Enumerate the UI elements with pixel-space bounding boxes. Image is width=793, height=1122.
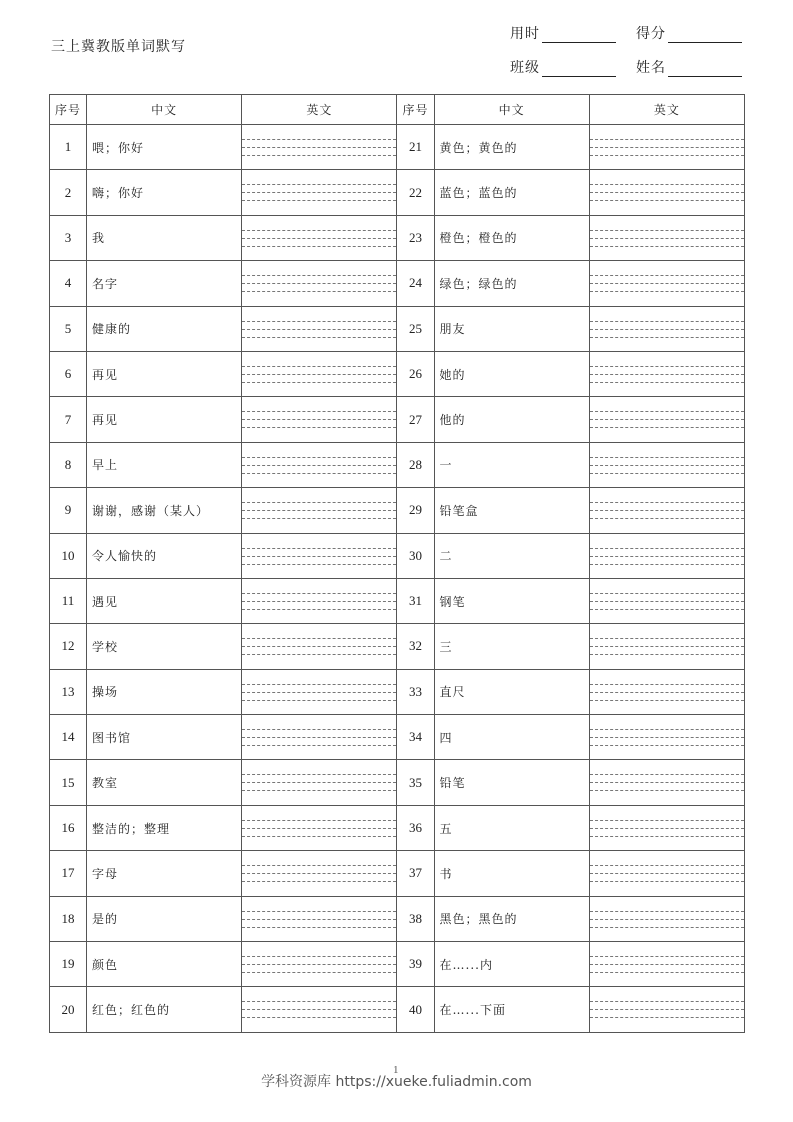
english-answer-blank[interactable] <box>589 488 744 533</box>
item-number: 35 <box>397 760 434 805</box>
writing-guide-line <box>242 684 396 685</box>
writing-guide-line <box>590 329 744 330</box>
table-row <box>50 170 745 215</box>
chinese-word: 我 <box>87 215 242 260</box>
chinese-word: 再见 <box>87 397 242 442</box>
page-number: 1 <box>393 1064 399 1076</box>
writing-guide-line <box>590 919 744 920</box>
writing-guide-line <box>590 192 744 193</box>
score-blank-line[interactable] <box>668 27 742 43</box>
writing-guide-line <box>590 774 744 775</box>
writing-guide-line <box>590 873 744 874</box>
chinese-word: 铅笔盒 <box>434 488 589 533</box>
chinese-word: 喂；你好 <box>87 125 242 170</box>
item-number: 15 <box>50 760 87 805</box>
writing-guide-line <box>590 692 744 693</box>
column-header-chinese: 中文 <box>87 95 242 125</box>
chinese-word: 铅笔 <box>434 760 589 805</box>
writing-guide-line <box>590 911 744 912</box>
writing-guide-line <box>590 782 744 783</box>
writing-guide-line <box>242 729 396 730</box>
english-answer-blank[interactable] <box>589 261 744 306</box>
writing-guide-line <box>242 411 396 412</box>
column-header-number: 序号 <box>50 95 87 125</box>
worksheet-title: 三上冀教版单词默写 <box>51 39 186 55</box>
writing-guide-line <box>590 337 744 338</box>
writing-guide-line <box>242 275 396 276</box>
writing-guide-line <box>242 457 396 458</box>
table-row <box>50 442 745 487</box>
chinese-word: 他的 <box>434 397 589 442</box>
name-blank-line[interactable] <box>668 61 742 77</box>
writing-guide-line <box>590 609 744 610</box>
writing-guide-line <box>590 147 744 148</box>
writing-guide-line <box>590 927 744 928</box>
item-number: 20 <box>50 987 87 1032</box>
writing-guide-line <box>590 601 744 602</box>
english-answer-blank[interactable] <box>589 942 744 987</box>
class-field[interactable] <box>510 57 616 77</box>
writing-guide-line <box>590 518 744 519</box>
english-answer-blank[interactable] <box>242 533 397 578</box>
writing-guide-line <box>242 366 396 367</box>
item-number: 17 <box>50 851 87 896</box>
english-answer-blank[interactable] <box>589 987 744 1032</box>
item-number: 14 <box>50 715 87 760</box>
english-answer-blank[interactable] <box>242 715 397 760</box>
writing-guide-line <box>242 291 396 292</box>
writing-guide-line <box>590 473 744 474</box>
english-answer-blank[interactable] <box>242 442 397 487</box>
item-number: 8 <box>50 442 87 487</box>
item-number: 11 <box>50 578 87 623</box>
item-number: 3 <box>50 215 87 260</box>
item-number: 23 <box>397 215 434 260</box>
chinese-word: 操场 <box>87 669 242 714</box>
english-answer-blank[interactable] <box>242 987 397 1032</box>
writing-guide-line <box>242 200 396 201</box>
writing-guide-line <box>242 820 396 821</box>
writing-guide-line <box>590 465 744 466</box>
writing-guide-line <box>590 593 744 594</box>
writing-guide-line <box>242 911 396 912</box>
column-header-english: 英文 <box>589 95 744 125</box>
writing-guide-line <box>590 836 744 837</box>
chinese-word: 橙色；橙色的 <box>434 215 589 260</box>
table-row <box>50 261 745 306</box>
name-field[interactable] <box>636 57 742 77</box>
name-label: 姓名 <box>636 60 666 76</box>
chinese-word: 四 <box>434 715 589 760</box>
writing-guide-line <box>242 238 396 239</box>
chinese-word: 令人愉快的 <box>87 533 242 578</box>
item-number: 9 <box>50 488 87 533</box>
writing-guide-line <box>242 836 396 837</box>
item-number: 12 <box>50 624 87 669</box>
writing-guide-line <box>242 184 396 185</box>
writing-guide-line <box>590 230 744 231</box>
chinese-word: 字母 <box>87 851 242 896</box>
writing-guide-line <box>242 737 396 738</box>
column-header-chinese: 中文 <box>434 95 589 125</box>
chinese-word: 嗨；你好 <box>87 170 242 215</box>
item-number: 29 <box>397 488 434 533</box>
english-answer-blank[interactable] <box>242 170 397 215</box>
writing-guide-line <box>590 1017 744 1018</box>
chinese-word: 朋友 <box>434 306 589 351</box>
writing-guide-line <box>590 972 744 973</box>
writing-guide-line <box>242 745 396 746</box>
english-answer-blank[interactable] <box>242 578 397 623</box>
writing-guide-line <box>590 700 744 701</box>
item-number: 32 <box>397 624 434 669</box>
writing-guide-line <box>242 638 396 639</box>
chinese-word: 颜色 <box>87 942 242 987</box>
item-number: 28 <box>397 442 434 487</box>
item-number: 26 <box>397 351 434 396</box>
english-answer-blank[interactable] <box>589 442 744 487</box>
chinese-word: 整洁的；整理 <box>87 805 242 850</box>
writing-guide-line <box>590 828 744 829</box>
table-row <box>50 760 745 805</box>
item-number: 25 <box>397 306 434 351</box>
chinese-word: 学校 <box>87 624 242 669</box>
writing-guide-line <box>242 518 396 519</box>
item-number: 13 <box>50 669 87 714</box>
table-row <box>50 669 745 714</box>
writing-guide-line <box>590 745 744 746</box>
writing-guide-line <box>590 865 744 866</box>
writing-guide-line <box>242 147 396 148</box>
writing-guide-line <box>242 382 396 383</box>
chinese-word: 图书馆 <box>87 715 242 760</box>
table-row <box>50 715 745 760</box>
writing-guide-line <box>590 737 744 738</box>
writing-guide-line <box>242 510 396 511</box>
english-answer-blank[interactable] <box>242 306 397 351</box>
chinese-word: 遇见 <box>87 578 242 623</box>
writing-guide-line <box>242 230 396 231</box>
english-answer-blank[interactable] <box>242 397 397 442</box>
english-answer-blank[interactable] <box>589 624 744 669</box>
writing-guide-line <box>242 873 396 874</box>
writing-guide-line <box>242 927 396 928</box>
english-answer-blank[interactable] <box>242 351 397 396</box>
item-number: 39 <box>397 942 434 987</box>
writing-guide-line <box>590 374 744 375</box>
writing-guide-line <box>242 502 396 503</box>
vocabulary-table <box>49 94 745 1033</box>
time-label: 用时 <box>510 26 540 42</box>
writing-guide-line <box>590 1009 744 1010</box>
time-field[interactable] <box>510 23 616 43</box>
score-field[interactable] <box>636 23 742 43</box>
writing-guide-line <box>590 654 744 655</box>
item-number: 30 <box>397 533 434 578</box>
item-number: 40 <box>397 987 434 1032</box>
table-row <box>50 805 745 850</box>
chinese-word: 在…...下面 <box>434 987 589 1032</box>
writing-guide-line <box>590 790 744 791</box>
chinese-word: 蓝色；蓝色的 <box>434 170 589 215</box>
english-answer-blank[interactable] <box>589 578 744 623</box>
writing-guide-line <box>590 564 744 565</box>
writing-guide-line <box>590 246 744 247</box>
writing-guide-line <box>590 200 744 201</box>
writing-guide-line <box>242 654 396 655</box>
writing-guide-line <box>590 411 744 412</box>
writing-guide-line <box>590 283 744 284</box>
writing-guide-line <box>242 865 396 866</box>
chinese-word: 黑色；黑色的 <box>434 896 589 941</box>
writing-guide-line <box>242 321 396 322</box>
item-number: 5 <box>50 306 87 351</box>
writing-guide-line <box>242 609 396 610</box>
writing-guide-line <box>590 184 744 185</box>
item-number: 37 <box>397 851 434 896</box>
english-answer-blank[interactable] <box>589 760 744 805</box>
writing-guide-line <box>242 374 396 375</box>
table-row <box>50 215 745 260</box>
table-row <box>50 578 745 623</box>
writing-guide-line <box>590 729 744 730</box>
english-answer-blank[interactable] <box>589 896 744 941</box>
english-answer-blank[interactable] <box>589 805 744 850</box>
item-number: 22 <box>397 170 434 215</box>
chinese-word: 她的 <box>434 351 589 396</box>
writing-guide-line <box>242 548 396 549</box>
writing-guide-line <box>242 956 396 957</box>
writing-guide-line <box>242 139 396 140</box>
chinese-word: 绿色；绿色的 <box>434 261 589 306</box>
english-answer-blank[interactable] <box>242 805 397 850</box>
writing-guide-line <box>590 382 744 383</box>
table-row <box>50 488 745 533</box>
writing-guide-line <box>590 548 744 549</box>
writing-guide-line <box>242 246 396 247</box>
item-number: 2 <box>50 170 87 215</box>
writing-guide-line <box>242 692 396 693</box>
table-row <box>50 351 745 396</box>
table-row <box>50 851 745 896</box>
item-number: 6 <box>50 351 87 396</box>
writing-guide-line <box>242 283 396 284</box>
chinese-word: 五 <box>434 805 589 850</box>
chinese-word: 一 <box>434 442 589 487</box>
writing-guide-line <box>590 881 744 882</box>
writing-guide-line <box>242 881 396 882</box>
class-label: 班级 <box>510 60 540 76</box>
writing-guide-line <box>590 820 744 821</box>
writing-guide-line <box>590 457 744 458</box>
writing-guide-line <box>242 1001 396 1002</box>
writing-guide-line <box>242 1009 396 1010</box>
table-row <box>50 942 745 987</box>
writing-guide-line <box>590 684 744 685</box>
item-number: 36 <box>397 805 434 850</box>
writing-guide-line <box>242 564 396 565</box>
writing-guide-line <box>590 427 744 428</box>
chinese-word: 在…...内 <box>434 942 589 987</box>
english-answer-blank[interactable] <box>242 624 397 669</box>
writing-guide-line <box>242 646 396 647</box>
chinese-word: 教室 <box>87 760 242 805</box>
item-number: 16 <box>50 805 87 850</box>
writing-guide-line <box>242 919 396 920</box>
item-number: 7 <box>50 397 87 442</box>
english-answer-blank[interactable] <box>589 669 744 714</box>
item-number: 38 <box>397 896 434 941</box>
column-header-english: 英文 <box>242 95 397 125</box>
table-row <box>50 306 745 351</box>
writing-guide-line <box>242 465 396 466</box>
english-answer-blank[interactable] <box>589 715 744 760</box>
writing-guide-line <box>242 329 396 330</box>
writing-guide-line <box>242 427 396 428</box>
writing-guide-line <box>242 155 396 156</box>
table-header-row <box>50 95 745 125</box>
english-answer-blank[interactable] <box>242 896 397 941</box>
writing-guide-line <box>590 638 744 639</box>
chinese-word: 红色；红色的 <box>87 987 242 1032</box>
class-blank-line[interactable] <box>542 61 616 77</box>
writing-guide-line <box>242 192 396 193</box>
item-number: 21 <box>397 125 434 170</box>
chinese-word: 三 <box>434 624 589 669</box>
item-number: 19 <box>50 942 87 987</box>
writing-guide-line <box>590 510 744 511</box>
writing-guide-line <box>242 774 396 775</box>
english-answer-blank[interactable] <box>589 306 744 351</box>
column-header-number: 序号 <box>397 95 434 125</box>
writing-guide-line <box>242 556 396 557</box>
chinese-word: 谢谢，感谢（某人） <box>87 488 242 533</box>
writing-guide-line <box>242 790 396 791</box>
writing-guide-line <box>590 646 744 647</box>
writing-guide-line <box>590 419 744 420</box>
writing-guide-line <box>590 964 744 965</box>
english-answer-blank[interactable] <box>589 533 744 578</box>
chinese-word: 书 <box>434 851 589 896</box>
table-row <box>50 533 745 578</box>
item-number: 18 <box>50 896 87 941</box>
writing-guide-line <box>590 238 744 239</box>
writing-guide-line <box>242 473 396 474</box>
writing-guide-line <box>242 1017 396 1018</box>
item-number: 1 <box>50 125 87 170</box>
writing-guide-line <box>242 782 396 783</box>
english-answer-blank[interactable] <box>242 488 397 533</box>
chinese-word: 直尺 <box>434 669 589 714</box>
writing-guide-line <box>590 321 744 322</box>
item-number: 4 <box>50 261 87 306</box>
english-answer-blank[interactable] <box>589 851 744 896</box>
writing-guide-line <box>242 593 396 594</box>
chinese-word: 是的 <box>87 896 242 941</box>
english-answer-blank[interactable] <box>589 125 744 170</box>
english-answer-blank[interactable] <box>589 215 744 260</box>
writing-guide-line <box>242 972 396 973</box>
item-number: 34 <box>397 715 434 760</box>
writing-guide-line <box>242 828 396 829</box>
footer-source: 学科资源库 https://xueke.fuliadmin.com <box>261 1074 532 1090</box>
item-number: 33 <box>397 669 434 714</box>
table-row <box>50 125 745 170</box>
english-answer-blank[interactable] <box>242 261 397 306</box>
writing-guide-line <box>590 502 744 503</box>
writing-guide-line <box>590 1001 744 1002</box>
chinese-word: 名字 <box>87 261 242 306</box>
table-row <box>50 896 745 941</box>
table-row <box>50 397 745 442</box>
writing-guide-line <box>590 291 744 292</box>
chinese-word: 二 <box>434 533 589 578</box>
english-answer-blank[interactable] <box>242 669 397 714</box>
chinese-word: 再见 <box>87 351 242 396</box>
chinese-word: 钢笔 <box>434 578 589 623</box>
writing-guide-line <box>242 419 396 420</box>
writing-guide-line <box>590 275 744 276</box>
english-answer-blank[interactable] <box>242 760 397 805</box>
english-answer-blank[interactable] <box>242 851 397 896</box>
writing-guide-line <box>242 601 396 602</box>
chinese-word: 黄色；黄色的 <box>434 125 589 170</box>
table-row <box>50 624 745 669</box>
english-answer-blank[interactable] <box>589 351 744 396</box>
writing-guide-line <box>590 366 744 367</box>
item-number: 10 <box>50 533 87 578</box>
english-answer-blank[interactable] <box>242 215 397 260</box>
writing-guide-line <box>590 139 744 140</box>
writing-guide-line <box>590 956 744 957</box>
table-row <box>50 987 745 1032</box>
writing-guide-line <box>590 155 744 156</box>
writing-guide-line <box>242 964 396 965</box>
score-label: 得分 <box>636 26 666 42</box>
english-answer-blank[interactable] <box>589 170 744 215</box>
time-blank-line[interactable] <box>542 27 616 43</box>
item-number: 24 <box>397 261 434 306</box>
english-answer-blank[interactable] <box>242 125 397 170</box>
chinese-word: 早上 <box>87 442 242 487</box>
english-answer-blank[interactable] <box>242 942 397 987</box>
writing-guide-line <box>242 337 396 338</box>
writing-guide-line <box>242 700 396 701</box>
english-answer-blank[interactable] <box>589 397 744 442</box>
chinese-word: 健康的 <box>87 306 242 351</box>
item-number: 31 <box>397 578 434 623</box>
writing-guide-line <box>590 556 744 557</box>
item-number: 27 <box>397 397 434 442</box>
